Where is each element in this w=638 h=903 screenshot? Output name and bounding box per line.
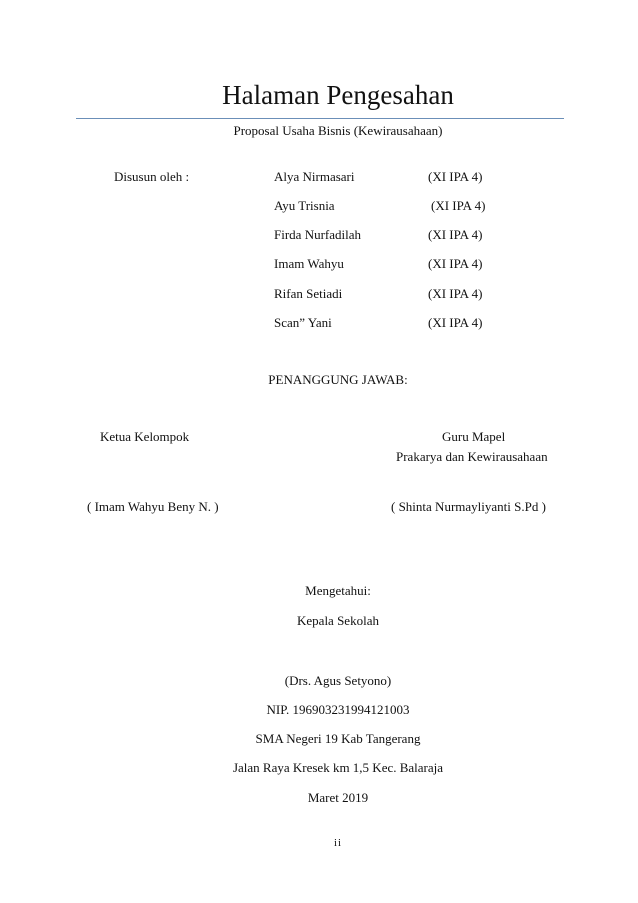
right-signatory-name: ( Shinta Nurmayliyanti S.Pd ) <box>391 499 546 514</box>
approval-role: Kepala Sekolah <box>297 613 379 628</box>
approval-label: Mengetahui: <box>305 583 371 598</box>
title-divider <box>76 118 564 119</box>
member-name: Rifan Setiadi <box>274 286 343 301</box>
member-class: (XI IPA 4) <box>428 286 483 301</box>
left-signatory-name: ( Imam Wahyu Beny N. ) <box>87 499 219 514</box>
approval-name: (Drs. Agus Setyono) <box>284 673 392 688</box>
member-class: (XI IPA 4) <box>428 256 483 271</box>
right-signatory-role-line2: Prakarya dan Kewirausahaan <box>396 449 548 464</box>
member-name: Scan” Yani <box>274 315 332 330</box>
responsible-heading: PENANGGUNG JAWAB: <box>268 372 408 387</box>
member-name: Alya Nirmasari <box>274 169 355 184</box>
left-signatory-role: Ketua Kelompok <box>100 429 190 444</box>
member-name: Ayu Trisnia <box>274 198 335 213</box>
page-subtitle: Proposal Usaha Bisnis (Kewirausahaan) <box>233 123 443 138</box>
approval-nip: NIP. 196903231994121003 <box>266 702 410 717</box>
right-signatory-role: Guru Mapel <box>442 429 506 444</box>
compiled-by-label: Disusun oleh : <box>114 169 190 184</box>
page-title: Halaman Pengesahan <box>222 80 454 110</box>
member-class: (XI IPA 4) <box>431 198 486 213</box>
member-name: Imam Wahyu <box>274 256 344 271</box>
school-name: SMA Negeri 19 Kab Tangerang <box>255 731 421 746</box>
school-address: Jalan Raya Kresek km 1,5 Kec. Balaraja <box>232 760 444 775</box>
member-class: (XI IPA 4) <box>428 169 483 184</box>
member-class: (XI IPA 4) <box>428 227 483 242</box>
member-name: Firda Nurfadilah <box>274 227 362 242</box>
page-number: ii <box>333 837 343 849</box>
document-date: Maret 2019 <box>307 790 369 805</box>
member-class: (XI IPA 4) <box>428 315 483 330</box>
